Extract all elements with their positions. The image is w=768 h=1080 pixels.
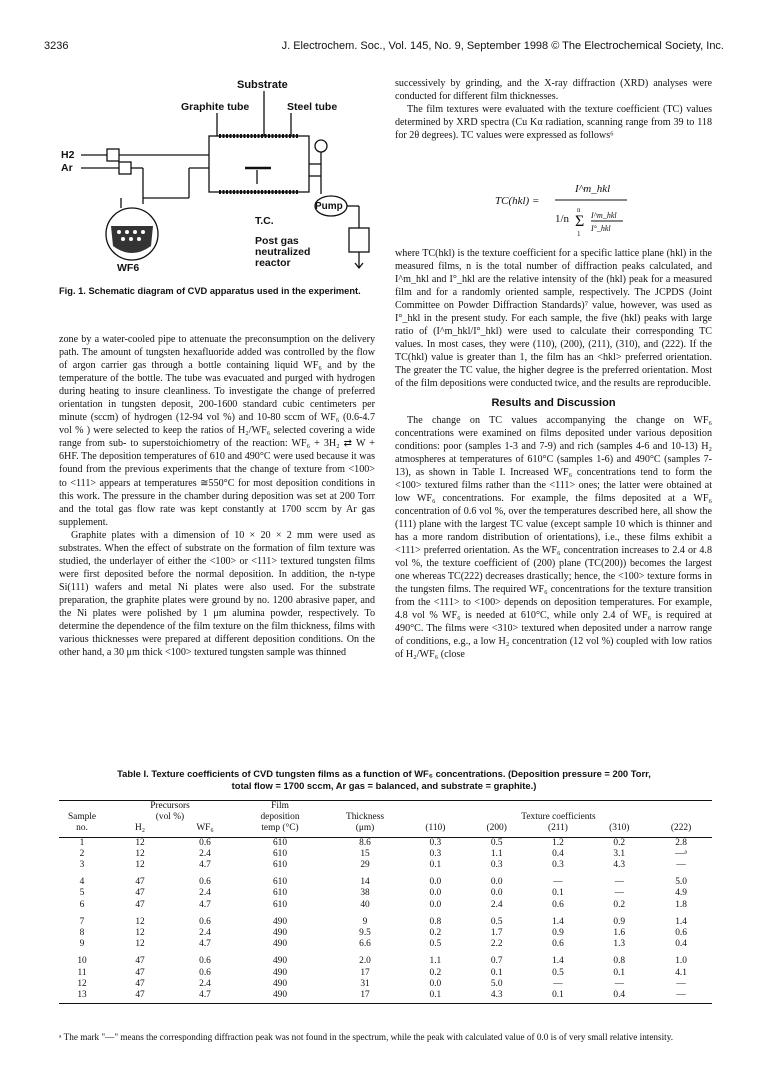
table-row (59, 956, 712, 967)
th-200: (200) (466, 823, 528, 837)
table-cell: 5.0 (675, 877, 687, 888)
th-um: (μm) (325, 823, 405, 837)
label-pump: Pump (315, 201, 343, 212)
table-cell: 9 (79, 939, 85, 950)
left-paragraph-1: zone by a water-cooled pipe to attenuate the preconsumption on the delivery path. The amount of tungsten hexafluoride added was controlled by the flow of argon carrier gas through a bottle containing liquid WF₆ and by the temperature of the bottle. The tube was evacuated and purged with hydrogen during heating to insure cleanliness. To investigate the change of preferred orientation in tungsten deposit, 200-1600 standard cubic centimeters per minute (sccm) of hydrogen (12-94 vol %) and 10-80 sccm of WF₆ (0.6-4.7 vol % ) were selected to keep the ratios of H₂/WF₆ selected covering a wide range from sub- to superstoichiometry of the reaction: WF₆ + 3H₂ ⇄ W + 6HF. The deposition temperatures of 610 and 490°C were used because it was found from the previous experiments that the change of texture from <100> to <111> appears at temperatures ≅550°C for most deposition conditions in this work. The pressure in the chamber during deposition was set at 200 Torr and the total gas flow rate was kept constantly at 1700 sccm by Ar gas supplement. (59, 334, 375, 528)
table-cell: 12 (135, 848, 145, 859)
table-row (59, 849, 712, 860)
eq-lhs: TC(hkl) = (495, 195, 540, 207)
running-header (44, 40, 724, 56)
table-cell: 12 (135, 837, 145, 848)
table-cell: 3.1 (613, 848, 626, 859)
right-paragraph-4: The change on TC values accompanying the change on WF₆ concentrations were examined on films deposited under various deposition conditions: poor (samples 1-3 and 7-9) and rich (samples 4-6 and 10-13) H₂ atmospheres at temperatures of 610°C (samples 1-6) and 490°C (samples 7-13), as shown in Table I. Increased WF₆ concentrations tend to form the <100> textured films rather than the <111> ones; the latter were obtained at low WF₆ concentrations. For example, the films deposited at a WF₆ concentration of 0.6 vol %, over the temperatures described here, all show the (111) plane with the largest TC value (except sample 10 which is thinner and has a more random distribution of orientations), i.e., these films exhibit a <111> preferred orientation. As the WF₆ concentration increases to 2.4 or 4.8 vol %, the texture coefficient of (200) plane (TC(200)) becomes the largest one whereas TC(222) decreases drastically; hence, the <100> texture forms in the tungsten films. The required WF₆ concentrations for the texture transition from the <111> to <100> depends on deposition temperatures. For example, 4.8 vol % WF₆ is needed at 610°C, while only 2.4 of WF₆ is required at 490°C. The films were <310> textured when deposited under a narrow range of conditions, e.g., a low H₂ concentration (12 vol %) coupled with low ratios of H₂/WF₆ (close (395, 414, 712, 661)
table-cell: 38 (360, 888, 370, 899)
table-cell: 4.7 (199, 939, 211, 950)
th-310: (310) (588, 823, 650, 837)
table-cell: 0.1 (552, 888, 564, 899)
th-thickness: Thickness (325, 801, 405, 824)
table-row (59, 928, 712, 939)
th-h2: H₂ (105, 823, 175, 837)
table-cell: 9.5 (359, 928, 371, 939)
table-cell: 0.3 (429, 848, 442, 859)
label-substrate: Substrate (237, 79, 288, 91)
table-cell: 490 (272, 967, 288, 978)
th-wf6: WF₆ (175, 823, 235, 837)
table-cell: 17 (360, 967, 370, 978)
table-cell: 1.3 (613, 939, 626, 950)
table-cell: 1.6 (613, 928, 626, 939)
table-cell: 0.6 (199, 916, 211, 927)
table-cell: 490 (272, 956, 288, 967)
table-cell: 12 (135, 939, 145, 950)
table-cell: 0.2 (429, 928, 442, 939)
table-cell: 0.6 (675, 928, 687, 939)
table-cell: 0.4 (675, 939, 687, 950)
eq-one-over-n: 1/n (555, 213, 570, 225)
table-cell: 2.2 (490, 939, 503, 950)
table-cell: 1.4 (552, 916, 564, 927)
table-cell: 40 (360, 899, 370, 910)
table-cell: 1.7 (490, 928, 503, 939)
table-cell: 0.7 (490, 956, 503, 967)
th-211: (211) (528, 823, 589, 837)
table-row (59, 917, 712, 928)
th-temp: temp (°C) (235, 823, 325, 837)
label-ar: Ar (61, 162, 73, 174)
table-cell: 0.4 (588, 990, 650, 1004)
label-post-gas-2: neutralized (255, 246, 311, 258)
section-heading: Results and Discussion (491, 396, 616, 409)
journal-citation: J. Electrochem. Soc., Vol. 145, No. 9, September 1998 © The Electrochemical Society, Inc. (281, 40, 724, 52)
table-cell: 6.6 (359, 939, 371, 950)
table-cell: 10 (77, 956, 87, 967)
table-cell: 0.0 (429, 899, 442, 910)
table-cell: 2.4 (199, 928, 211, 939)
table-cell: 47 (135, 978, 145, 989)
table-cell: 0.5 (490, 837, 503, 848)
table-cell: — (614, 877, 624, 888)
table-cell: 0.1 (429, 860, 442, 871)
table-cell: 0.1 (528, 990, 589, 1004)
table-cell: — (676, 978, 686, 989)
table-cell: 14 (360, 877, 370, 888)
table-cell: 1.1 (429, 956, 442, 967)
table-cell: — (614, 888, 624, 899)
cvd-apparatus-diagram (59, 76, 375, 276)
table-cell: 15 (360, 848, 370, 859)
table-cell: 1.0 (675, 956, 687, 967)
table-row (59, 837, 712, 849)
table-cell: 12 (135, 860, 145, 871)
table-cell: 7 (79, 916, 85, 927)
table-cell: 490 (272, 916, 288, 927)
table-cell: 4.3 (466, 990, 528, 1004)
table-cell: 490 (235, 990, 325, 1004)
table-cell: 0.2 (613, 837, 626, 848)
table-cell: 490 (272, 939, 288, 950)
label-post-gas-3: reactor (255, 257, 291, 269)
table-cell: 12 (135, 916, 145, 927)
table-cell: 1.1 (490, 848, 503, 859)
table-cell: 0.6 (199, 956, 211, 967)
table-cell: 4.9 (675, 888, 687, 899)
table-cell: 4.3 (613, 860, 626, 871)
table-cell: 4.1 (675, 967, 687, 978)
table-cell: 0.0 (490, 877, 503, 888)
table-cell: 0.6 (199, 837, 211, 848)
table-cell: 5 (79, 888, 85, 899)
eq-frac-num: I^m_hkl (591, 211, 617, 220)
label-post-gas-1: Post gas (255, 235, 299, 247)
table-cell: 47 (135, 899, 145, 910)
table-cell: 610 (272, 860, 288, 871)
th-texture: Texture coefficients (405, 801, 712, 824)
table-cell: 47 (135, 956, 145, 967)
table-cell: 0.8 (429, 916, 442, 927)
table-row (59, 968, 712, 979)
table-cell: 2 (79, 848, 85, 859)
table-cell: 13 (59, 990, 105, 1004)
table-cell: 610 (272, 848, 288, 859)
table-footnote: ᵃ The mark "—" means the corresponding diffraction peak was not found in the spectrum, while the peak with calculated value of 0.0 is of very small relative intensity. (59, 1032, 674, 1042)
table-cell: 1.4 (675, 916, 687, 927)
table-cell: 2.4 (199, 888, 211, 899)
th-no: no. (59, 823, 105, 837)
table-cell: 0.6 (552, 939, 564, 950)
table-cell: 0.0 (490, 888, 503, 899)
table-cell: 47 (135, 967, 145, 978)
table-cell: 610 (272, 877, 288, 888)
table-cell: 610 (272, 899, 288, 910)
table-cell: 1.2 (552, 837, 564, 848)
table-row (59, 990, 712, 1004)
table-caption-line-1: Table I. Texture coefficients of CVD tungsten films as a function of WF₆ concentrations. (Deposition pressure = 200 Torr, (117, 768, 651, 779)
left-column (59, 333, 375, 659)
table-cell: — (650, 990, 712, 1004)
th-film: Film deposition (235, 801, 325, 824)
table-cell: 4.7 (199, 899, 211, 910)
table-cell: 0.1 (613, 967, 626, 978)
right-paragraph-2: The film textures were evaluated with the texture coefficient (TC) values determined by XRD spectra (Cu Kα radiation, scanning range from 39 to 118 for 2θ degrees). TC values were expressed as follows⁶ (395, 104, 712, 142)
table-cell: 0.5 (552, 967, 564, 978)
table-cell: 2.8 (675, 837, 687, 848)
right-paragraph-3: where TC(hkl) is the texture coefficient for a specific lattice plane (hkl) in the measured films, n is the total number of diffraction peaks calculated, and I^m_hkl and I°_hkl are the relative intensity of the (hkl) peak for a measured film and for a randomly oriented sample, respectively. The JCPDS (Joint Committee on Powder Diffraction Standards)⁷ value, however, was used as I°_hkl in the present study. For each sample, the five (hkl) peaks with large ratio of (I^m_hkl/I°_hkl) were used to calculate their corresponding TC values. In most cases, they were (110), (200), (211), (310), and (222). If the TC(hkl) value is greater than 1, the film has an <hkl> preferred orientation. The greater the TC value, the higher degree is the preferred orientation. Most of the film depositions were conducted twice, and the results are reproducible. (395, 248, 712, 390)
label-h2: H2 (61, 149, 75, 161)
right-column-top (395, 77, 712, 142)
table-cell: 2.4 (199, 978, 211, 989)
eq-sum-top: n (577, 206, 581, 214)
table-cell: 31 (360, 978, 370, 989)
svg-text:Σ: Σ (575, 213, 585, 230)
table-cell: 2.4 (199, 848, 211, 859)
table-cell: 1.4 (552, 956, 564, 967)
tc-equation (495, 182, 645, 240)
table-cell: 0.3 (490, 860, 503, 871)
label-wf6: WF6 (117, 262, 140, 274)
table-cell: 0.0 (429, 888, 442, 899)
table-cell: 0.9 (552, 928, 564, 939)
table-cell: 12 (135, 928, 145, 939)
table-cell: 0.8 (613, 956, 626, 967)
right-paragraph-1: successively by grinding, and the X-ray diffraction (XRD) analyses were conducted for different film thicknesses. (395, 78, 712, 103)
table-cell: 0.6 (199, 967, 211, 978)
table-cell: 0.6 (552, 899, 564, 910)
eq-frac-den: I°_hkl (591, 224, 611, 233)
table-cell: —ᵃ (675, 848, 688, 859)
texture-coefficient-table (59, 800, 712, 1004)
table-cell: — (676, 860, 686, 871)
table-cell: 12 (77, 978, 87, 989)
table-cell: — (553, 877, 563, 888)
table-cell: — (614, 978, 624, 989)
table-cell: 47 (135, 888, 145, 899)
table-cell: 8.6 (359, 837, 371, 848)
table-cell: 490 (272, 928, 288, 939)
table-cell: 0.2 (429, 967, 442, 978)
table-cell: 0.4 (552, 848, 564, 859)
table-cell: 0.5 (429, 939, 442, 950)
page-number: 3236 (44, 40, 69, 52)
table-row (59, 860, 712, 871)
table-cell: 4 (79, 877, 85, 888)
table-cell: 0.3 (552, 860, 564, 871)
table-row (59, 900, 712, 911)
label-graphite-tube: Graphite tube (181, 101, 250, 113)
table-row (59, 877, 712, 888)
th-sample: Sample (59, 801, 105, 824)
table-cell: 2.0 (359, 956, 371, 967)
table-cell: 2.4 (490, 899, 503, 910)
table-row (59, 979, 712, 990)
table-cell: 0.3 (429, 837, 442, 848)
left-paragraph-2: Graphite plates with a dimension of 10 × 20 × 2 mm were used as substrates. When the effect of substrate on the formation of film texture was studied, the underlayer of either the <100> or <111> textured tungsten films were first deposited before the normal deposition. In addition, the n-type Si(111) wafers and metal Ni plates were also used. For the substrate preparation, the graphite plates were ground by no. 1200 abrasive paper, and the Ni plates were polished by 1 μm alumina powder, respectively. To determine the dependence of the film texture on the film thickness, films with various thicknesses were prepared at different deposition conditions. On the other hand, a 30 μm thick <100> textured tungsten sample was thinned (59, 529, 375, 659)
table-cell: 0.2 (613, 899, 626, 910)
table-cell: 11 (77, 967, 87, 978)
table-cell: 9 (362, 916, 368, 927)
table-cell: 490 (272, 978, 288, 989)
th-222: (222) (650, 823, 712, 837)
table-cell: 610 (272, 888, 288, 899)
table-cell: 29 (360, 860, 370, 871)
eq-sum-bottom: 1 (577, 230, 581, 238)
table-caption (59, 768, 709, 792)
figure-caption: Fig. 1. Schematic diagram of CVD apparatus used in the experiment. (59, 286, 361, 296)
table-row (59, 888, 712, 899)
table-cell: 0.0 (429, 877, 442, 888)
table-cell: 0.1 (490, 967, 503, 978)
table-cell: 8 (79, 928, 85, 939)
table-cell: 5.0 (490, 978, 503, 989)
table-cell: 17 (325, 990, 405, 1004)
table-cell: 0.5 (490, 916, 503, 927)
table-cell: 1.8 (675, 899, 687, 910)
table-caption-line-2: total flow = 1700 sccm, Ar gas = balanced, and substrate = graphite.) (231, 780, 537, 791)
eq-numerator: I^m_hkl (575, 183, 611, 195)
table-cell: 47 (135, 877, 145, 888)
table-cell: 1 (79, 837, 85, 848)
table-cell: 0.1 (405, 990, 466, 1004)
th-precursors: Precursors (vol %) (105, 801, 235, 824)
table-cell: 47 (105, 990, 175, 1004)
table-cell: 0.6 (199, 877, 211, 888)
table-cell: 610 (272, 837, 288, 848)
table-cell: 0.9 (613, 916, 626, 927)
label-tc: T.C. (255, 215, 274, 227)
table-cell: 0.0 (429, 978, 442, 989)
table-cell: — (553, 978, 563, 989)
table-cell: 4.7 (175, 990, 235, 1004)
right-column-bottom (395, 247, 712, 661)
th-110: (110) (405, 823, 466, 837)
label-steel-tube: Steel tube (287, 101, 338, 113)
table-cell: 4.7 (199, 860, 211, 871)
table-cell: 3 (79, 860, 85, 871)
table-cell: 6 (79, 899, 85, 910)
table-row (59, 939, 712, 950)
